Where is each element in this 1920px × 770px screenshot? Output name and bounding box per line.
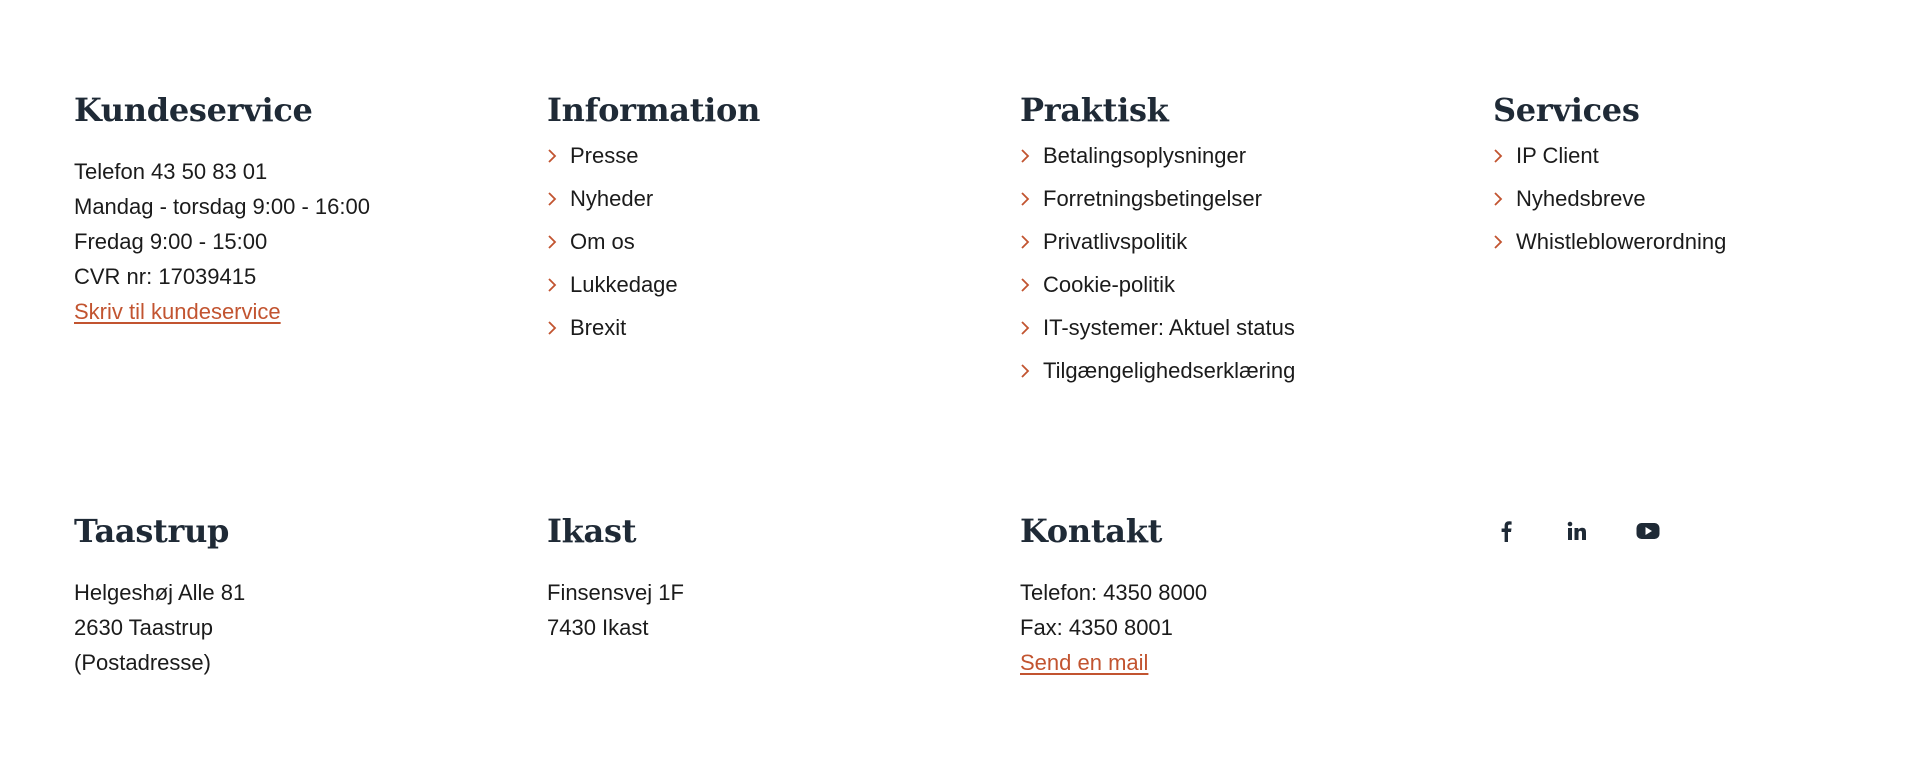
kontakt-phone: Telefon: 4350 8000 [1020,580,1208,605]
chevron-right-icon [547,232,570,252]
write-to-customer-service-link[interactable]: Skriv til kundeservice [74,299,281,324]
praktisk-links [1020,134,1460,392]
taastrup-address [74,575,514,680]
chevron-right-icon [1493,146,1516,166]
social-links [1493,518,1706,544]
linkedin-icon[interactable] [1564,518,1590,544]
information-section [547,86,987,349]
ikast-street: Finsensvej 1F [547,580,684,605]
kontakt-heading: Kontakt [1020,512,1163,550]
kundeservice-info [74,154,514,329]
chevron-right-icon [547,146,570,166]
taastrup-street: Helgeshøj Alle 81 [74,580,246,605]
link-label: Forretningsbetingelser [1043,185,1262,211]
kundeservice-phone: Telefon 43 50 83 01 [74,159,268,184]
facebook-icon[interactable] [1493,518,1519,544]
kontakt-fax: Fax: 4350 8001 [1020,615,1173,640]
link-ip-client[interactable] [1493,134,1920,177]
chevron-right-icon [1493,232,1516,252]
ikast-city: 7430 Ikast [547,615,649,640]
link-brexit[interactable] [547,306,987,349]
chevron-right-icon [547,318,570,338]
link-label: Cookie-politik [1043,271,1176,297]
kundeservice-hours-friday: Fredag 9:00 - 15:00 [74,229,268,254]
chevron-right-icon [547,275,570,295]
link-label: IP Client [1516,142,1599,168]
chevron-right-icon [1020,232,1043,252]
taastrup-note: (Postadresse) [74,650,211,675]
chevron-right-icon [1020,146,1043,166]
chevron-right-icon [1020,361,1043,381]
link-label: Lukkedage [570,271,678,297]
link-cookie-politik[interactable] [1020,263,1460,306]
link-presse[interactable] [547,134,987,177]
link-betalingsoplysninger[interactable] [1020,134,1460,177]
information-heading: Information [547,91,761,129]
link-label: Nyhedsbreve [1516,185,1646,211]
link-nyheder[interactable] [547,177,987,220]
link-om-os[interactable] [547,220,987,263]
chevron-right-icon [1020,275,1043,295]
kundeservice-section [74,86,514,329]
link-tilgaengelighedserklaering[interactable] [1020,349,1460,392]
kundeservice-cvr: CVR nr: 17039415 [74,264,257,289]
ikast-section [547,507,987,645]
link-label: Brexit [570,314,627,340]
praktisk-section [1020,86,1460,392]
link-label: Privatlivspolitik [1043,228,1188,254]
link-label: IT-systemer: Aktuel status [1043,314,1295,340]
chevron-right-icon [1020,318,1043,338]
taastrup-section [74,507,514,680]
services-heading: Services [1493,91,1640,129]
link-label: Betalingsoplysninger [1043,142,1247,168]
kundeservice-hours-weekdays: Mandag - torsdag 9:00 - 16:00 [74,194,370,219]
link-label: Presse [570,142,639,168]
send-mail-link[interactable]: Send en mail [1020,650,1149,675]
services-section [1493,86,1920,263]
link-label: Whistleblowerordning [1516,228,1727,254]
link-whistleblowerordning[interactable] [1493,220,1920,263]
kontakt-info [1020,575,1460,680]
link-lukkedage[interactable] [547,263,987,306]
chevron-right-icon [1020,189,1043,209]
link-label: Om os [570,228,635,254]
chevron-right-icon [1493,189,1516,209]
link-label: Tilgængelighedserklæring [1043,357,1296,383]
taastrup-city: 2630 Taastrup [74,615,214,640]
kontakt-section [1020,507,1460,680]
link-it-systemer-status[interactable] [1020,306,1460,349]
link-privatlivspolitik[interactable] [1020,220,1460,263]
kundeservice-heading: Kundeservice [74,91,313,129]
chevron-right-icon [547,189,570,209]
link-label: Nyheder [570,185,654,211]
taastrup-heading: Taastrup [74,512,230,550]
youtube-icon[interactable] [1635,518,1661,544]
ikast-heading: Ikast [547,512,637,550]
services-links [1493,134,1920,263]
ikast-address [547,575,987,645]
link-forretningsbetingelser[interactable] [1020,177,1460,220]
information-links [547,134,987,349]
praktisk-heading: Praktisk [1020,91,1169,129]
link-nyhedsbreve[interactable] [1493,177,1920,220]
